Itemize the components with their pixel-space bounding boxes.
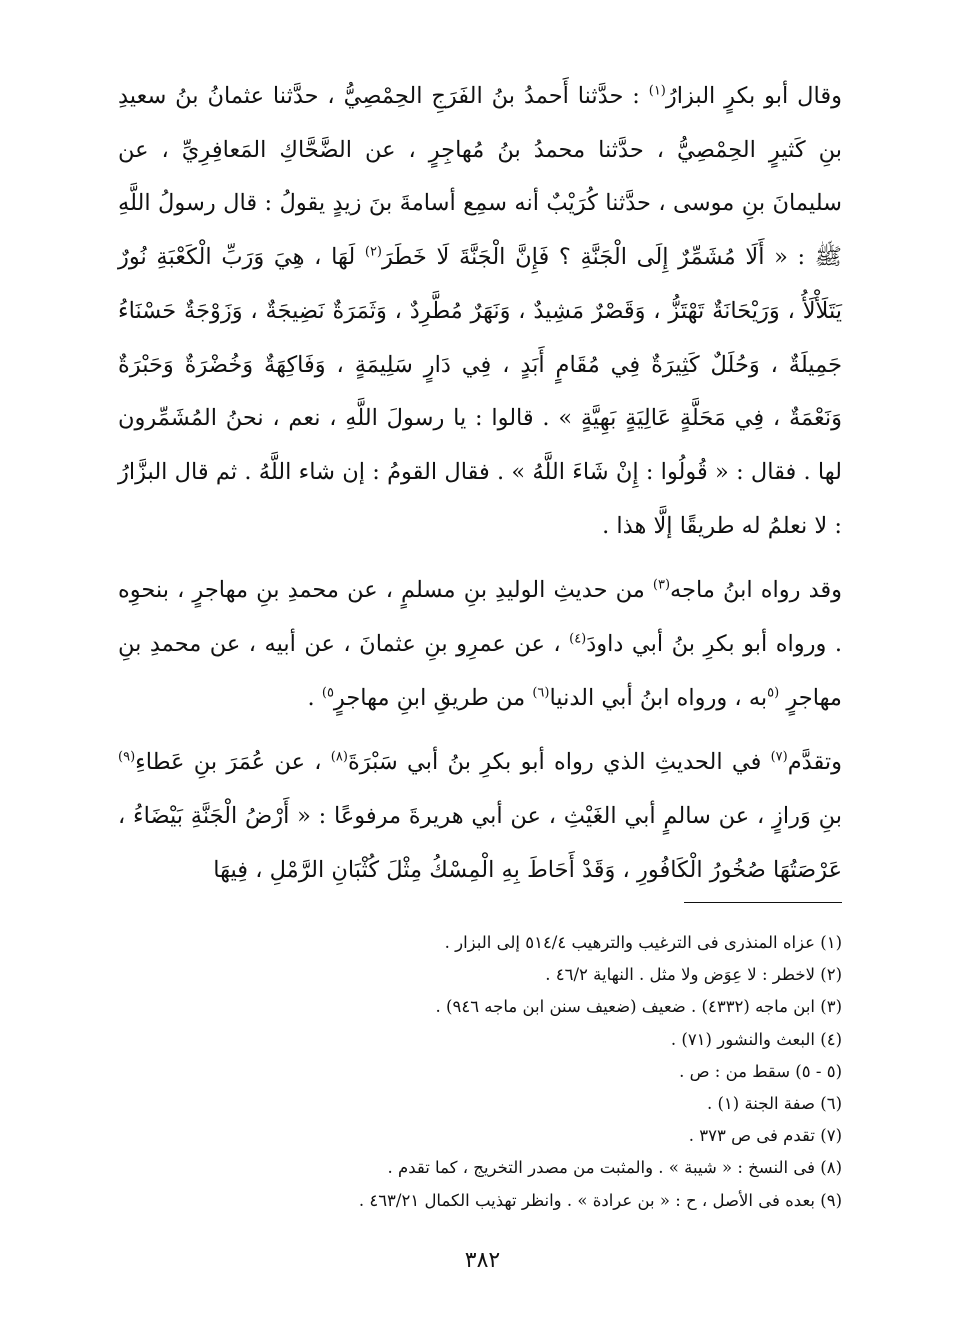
paragraph-3: [118, 736, 842, 897]
footnote-ref: (٥: [767, 685, 780, 701]
text-run: من طريقِ ابنِ مهاجرٍ: [333, 684, 533, 711]
footnote-9: (٩) بعده فى الأصل ، ح : « بن عرادة » . وانظر تهذيب الكمال ٤٦٣/٢١ .: [358, 1190, 842, 1210]
text-run: : حدَّثنا أَحمدُ بنُ الفَرَجِ الحِمْصِيُّ ، حدَّثنا عثمانُ بنُ سعيدِ بنِ كَثيرٍ الحِمْصِيُّ ، حدَّثنا محمدُ بنُ مُهاجِرٍ ، عن الضَّحَّاكِ المَعافِرِيِّ ، عن سليمانَ بنِ موسى ، حدَّثنا كُرَيْبٌ أنه سمِع أسامةَ بنَ زيدٍ يقولُ : قال رسولُ اللَّهِ ﷺ : « أَلَا مُشَمِّرٌ إِلَى الْجَنَّةِ ؟ فَإِنَّ الْجَنَّةَ لَا خَطَرَ: [118, 83, 842, 271]
paragraph-1: [118, 70, 842, 553]
footnote-ref: (٨): [330, 749, 348, 765]
text-run: وقد رواه ابنُ ماجه: [670, 577, 842, 604]
footnote-ref: ٥): [321, 685, 334, 701]
text-run: .: [307, 684, 322, 711]
footnote-ref: (٩): [118, 749, 136, 765]
footnotes: [240, 927, 842, 1217]
page-number: ٣٨٢: [464, 1248, 501, 1273]
footnote-separator: [684, 902, 842, 903]
footnote-5: (٥ - ٥) سقط من : ص .: [679, 1061, 842, 1081]
footnote-3: (٣) ابن ماجه (٤٣٣٢) . ضعيف (ضعيف سنن ابن ماجه ٩٤٦) .: [435, 997, 842, 1017]
footnote-8: (٨) فى النسخ : « شيبة » . والمثبت من مصدر التخريج ، كما تقدم .: [387, 1158, 842, 1178]
main-text: [118, 70, 842, 898]
footnote-7: (٧) تقدم فى ص ٣٧٣ .: [688, 1126, 842, 1146]
text-run: وقال أبو بكرٍ البزارُ: [665, 83, 842, 109]
footnote-ref: (٧): [770, 749, 788, 765]
footnote-ref: (٦): [532, 685, 550, 701]
footnote-4: (٤) البعث والنشور (٧١) .: [670, 1029, 842, 1049]
text-run: لَهَا ، هِيَ وَرَبِّ الْكَعْبَةِ نُورٌ يَتَلَأْلَأُ ، وَرَيْحَانَةٌ تَهْتَزُّ ، وَقَصْرٌ مَشِيدٌ ، وَنَهَرٌ مُطَّرِدٌ ، وَثَمَرَةٌ نَضِيجَةٌ ، وَزَوْجَةٌ حَسْنَاءُ جَمِيلَةٌ ، وَحُلَلٌ كَثِيرَةٌ فِي مُقَامٍ أَبَدٍ ، فِي دَارٍ سَلِيمَةٍ ، وَفَاكِهَةٌ وَخُضْرَةٌ وَحَبْرَةٌ وَنَعْمَةٌ ، فِي مَحَلَّةٍ عَالِيَةٍ بَهِيَّةٍ » . قالوا : يا رسولَ اللَّهِ ، نعم ، نحنُ المُشَمِّرون لها . فقال : « قُولُوا : إِنْ شَاءَ اللَّهُ » . فقال القومُ : إن شاء اللَّهُ . ثم قال البزَّارُ : لا نعلمُ له طريقًا إلَّا هذا .: [118, 244, 842, 539]
footnote-ref: (٢): [364, 244, 382, 260]
text-run: ، عن عُمَرَ بنِ عَطاءِ: [135, 749, 331, 776]
text-run: وتقدَّم: [787, 749, 842, 776]
footnote-2: (٢) لاخطر : لا عِوَض ولا مثل . النهاية ٤٦/٢ .: [545, 965, 842, 985]
footnote-ref: (٤): [569, 631, 587, 647]
footnote-ref: (١): [648, 83, 666, 99]
text-run: بنِ وَرازٍ ، عن سالمٍ أبي الغَيْثِ ، عن أبي هريرةَ مرفوعًا : « أَرْضُ الْجَنَّةِ بَيْضَاءُ ، عَرْصَتُهَا صُخُورُ الْكَافُورِ ، وَقَدْ أَحَاطَ بِهِ الْمِسْكُ مِثْلَ كُثْبَانِ الرَّمْلِ ، فِيهَا: [118, 803, 842, 883]
footnote-6: (٦) صفة الجنة (١) .: [706, 1094, 842, 1114]
text-run: في الحديثِ الذي رواه أبو بكرِ بنُ أبي سَبْرَةَ: [347, 749, 771, 776]
paragraph-2: [118, 564, 842, 725]
footnote-ref: (٣): [652, 577, 671, 593]
text-run: من حديثِ الوليدِ بنِ مسلمٍ ، عن محمدِ بنِ مهاجرٍ ، بنحوِه . ورواه أبو بكرِ بنُ أبي داودَ: [118, 577, 842, 658]
text-run: به ، ورواه ابنُ أبي الدنيا: [549, 684, 768, 711]
footnote-1: (١) عزاه المنذرى فى الترغيب والترهيب ٥١٤/٤ إلى البزار .: [444, 933, 842, 952]
text-run: ، عن عمرِو بنِ عثمانَ ، عن أبيه ، عن محمدِ بنِ مهاجرٍ: [118, 631, 842, 711]
